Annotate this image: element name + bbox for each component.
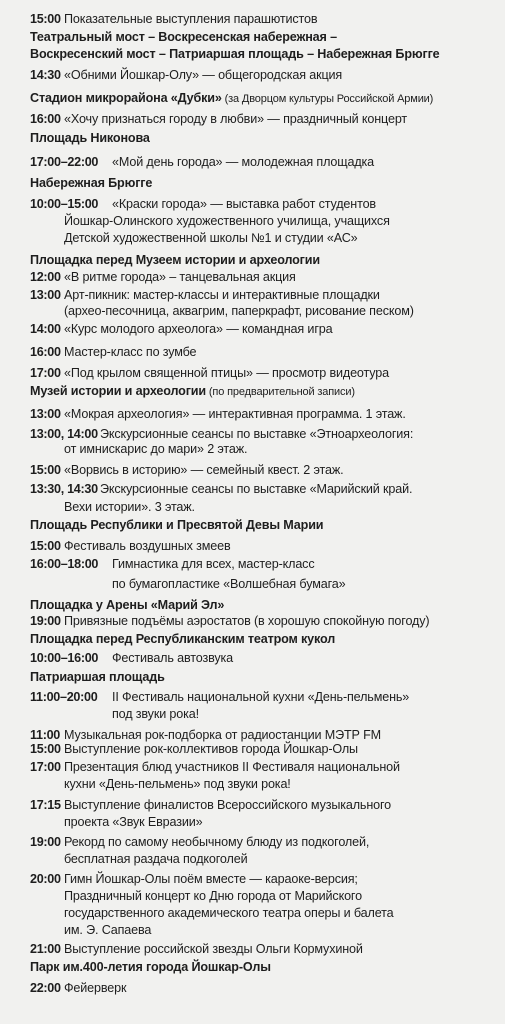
venue-heading: [0, 30, 505, 45]
event-description: «Краски города» — выставка работ студентов: [112, 197, 376, 211]
event-time: 16:00: [30, 345, 61, 359]
event-row: [0, 557, 505, 572]
event-row: [0, 942, 505, 957]
venue-name: Площадь Никонова: [30, 131, 150, 145]
event-description: кухни «День-пельмень» под звуки рока!: [64, 777, 291, 791]
event-time: 10:00–16:00: [30, 651, 99, 665]
event-row-continuation: [0, 442, 505, 457]
event-description: «Обними Йошкар-Олу» — общегородская акция: [64, 68, 343, 82]
event-row: [0, 427, 505, 442]
event-row: [0, 463, 505, 478]
event-description: Праздничный концерт ко Дню города от Марийского: [64, 889, 362, 903]
event-row: [0, 651, 505, 666]
event-description: «Курс молодого археолога» — командная игра: [64, 322, 333, 336]
event-description: Выступление рок-коллективов города Йошкар-Олы: [64, 742, 358, 756]
event-time: 17:00–22:00: [30, 155, 99, 169]
venue-name: Стадион микрорайона «Дубки» (за Дворцом культуры Российской Армии): [30, 91, 434, 105]
event-description: Мастер-класс по зумбе: [64, 345, 197, 359]
event-time: 19:00: [30, 614, 61, 628]
event-row: [0, 728, 505, 743]
event-row: [0, 742, 505, 757]
venue-name: Площадка у Арены «Марий Эл»: [30, 598, 225, 612]
event-time: 12:00: [30, 270, 61, 284]
event-description: Выступление финалистов Всероссийского музыкального: [64, 798, 392, 812]
event-description: (архео-песочница, аквагрим, паперкрафт, рисование песком): [64, 304, 414, 318]
event-description: Фестиваль автозвука: [112, 651, 233, 665]
event-row: [0, 407, 505, 422]
event-row: [0, 539, 505, 554]
venue-name: Патриаршая площадь: [30, 670, 165, 684]
event-description: Фейерверк: [64, 981, 127, 995]
event-description: «Мокрая археология» — интерактивная программа. 1 этаж.: [64, 407, 406, 421]
venue-heading: [0, 598, 505, 613]
event-description: II Фестиваль национальной кухни «День-пельмень»: [112, 690, 410, 704]
event-description: Рекорд по самому необычному блюду из подкоголей,: [64, 835, 370, 849]
venue-name: Театральный мост – Воскресенская набережная –: [30, 30, 337, 44]
venue-name: Парк им.400-летия города Йошкар-Олы: [30, 960, 271, 974]
event-time: 10:00–15:00: [30, 197, 99, 211]
event-row: [0, 270, 505, 285]
venue-heading: [0, 632, 505, 647]
venue-heading: [0, 131, 505, 146]
event-description: Экскурсионные сеансы по выставке «Марийский край.: [100, 482, 413, 496]
event-description: Выступление российской звезды Ольги Кормухиной: [64, 942, 363, 956]
event-description: Привязные подъёмы аэростатов (в хорошую спокойную погоду): [64, 614, 430, 628]
venue-heading: [0, 670, 505, 685]
event-row: [0, 614, 505, 629]
event-description: Йошкар-Олинского художественного училища, учащихся: [64, 214, 390, 228]
event-description: бесплатная раздача подкоголей: [64, 852, 248, 866]
event-description: «В ритме города» – танцевальная акция: [64, 270, 296, 284]
event-time: 15:00: [30, 463, 61, 477]
event-description: проекта «Звук Евразии»: [64, 815, 203, 829]
event-description: Презентация блюд участников II Фестиваля национальной: [64, 760, 400, 774]
event-description: под звуки рока!: [112, 707, 199, 721]
event-row: [0, 112, 505, 127]
event-time: 17:15: [30, 798, 61, 812]
venue-name: Площадь Республики и Пресвятой Девы Марии: [30, 518, 324, 532]
venue-name: Музей истории и археологии (по предварительной записи): [30, 384, 355, 398]
event-row: [0, 798, 505, 813]
event-time: 14:30: [30, 68, 61, 82]
event-time: 16:00: [30, 112, 61, 126]
event-time: 13:00: [30, 407, 61, 421]
event-time: 14:00: [30, 322, 61, 336]
venue-note: (за Дворцом культуры Российской Армии): [221, 93, 434, 105]
event-description: им. Э. Сапаева: [64, 923, 152, 937]
event-row-continuation: [0, 500, 505, 515]
event-time: 13:30, 14:30: [30, 482, 98, 496]
event-description: Музыкальная рок-подборка от радиостанции МЭТР FM: [64, 728, 382, 742]
event-time: 22:00: [30, 981, 61, 995]
event-description: Экскурсионные сеансы по выставке «Этноархеология:: [100, 427, 414, 441]
event-row: [0, 366, 505, 381]
event-row-continuation: [0, 577, 505, 592]
event-row-continuation: [0, 815, 505, 830]
event-row: [0, 322, 505, 337]
event-description: «Мой день города» — молодежная площадка: [112, 155, 375, 169]
event-time: 20:00: [30, 872, 61, 886]
event-row-continuation: [0, 707, 505, 722]
event-row-continuation: [0, 304, 505, 319]
event-row: [0, 155, 505, 170]
event-row: [0, 345, 505, 360]
venue-heading: [0, 384, 505, 399]
event-description: Гимнастика для всех, мастер-класс: [112, 557, 315, 571]
event-row-continuation: [0, 906, 505, 921]
event-description: «Хочу признаться городу в любви» — праздничный концерт: [64, 112, 408, 126]
event-row-continuation: [0, 777, 505, 792]
event-row: [0, 288, 505, 303]
event-row: [0, 872, 505, 887]
venue-heading: [0, 960, 505, 975]
venue-name: Площадка перед Республиканским театром кукол: [30, 632, 336, 646]
event-description: Фестиваль воздушных змеев: [64, 539, 231, 553]
event-time: 21:00: [30, 942, 61, 956]
event-description: Арт-пикник: мастер-классы и интерактивные площадки: [64, 288, 380, 302]
event-description: по бумагопластике «Волшебная бумага»: [112, 577, 346, 591]
venue-heading: [0, 176, 505, 191]
event-description: Вехи истории». 3 этаж.: [64, 500, 195, 514]
event-row-continuation: [0, 889, 505, 904]
venue-heading: [0, 91, 505, 106]
event-row-continuation: [0, 214, 505, 229]
event-description: Показательные выступления парашютистов: [64, 12, 318, 26]
event-row: [0, 197, 505, 212]
venue-note: (по предварительной записи): [206, 386, 355, 398]
venue-name: Набережная Брюгге: [30, 176, 153, 190]
event-description: от имнискарис до мари» 2 этаж.: [64, 442, 248, 456]
event-row: [0, 690, 505, 705]
event-time: 15:00: [30, 539, 61, 553]
event-time: 11:00: [30, 728, 61, 742]
event-time: 17:00: [30, 366, 61, 380]
event-time: 16:00–18:00: [30, 557, 99, 571]
event-time: 15:00: [30, 12, 61, 26]
event-description: Детской художественной школы №1 и студии «АС»: [64, 231, 358, 245]
venue-name: Площадка перед Музеем истории и археологии: [30, 253, 320, 267]
event-row: [0, 981, 505, 996]
event-row-continuation: [0, 852, 505, 867]
event-time: 19:00: [30, 835, 61, 849]
event-row: [0, 12, 505, 27]
event-time: 13:00, 14:00: [30, 427, 98, 441]
event-time: 15:00: [30, 742, 61, 756]
event-row-continuation: [0, 923, 505, 938]
event-time: 17:00: [30, 760, 61, 774]
venue-name: Воскресенский мост – Патриаршая площадь – Набережная Брюгге: [30, 47, 440, 61]
event-row: [0, 68, 505, 83]
venue-heading: [0, 47, 505, 62]
event-time: 11:00–20:00: [30, 690, 98, 704]
venue-heading: [0, 518, 505, 533]
event-row: [0, 835, 505, 850]
event-description: «Под крылом священной птицы» — просмотр видеотура: [64, 366, 389, 380]
event-row: [0, 482, 505, 497]
event-description: «Ворвись в историю» — семейный квест. 2 этаж.: [64, 463, 344, 477]
event-description: Гимн Йошкар-Олы поём вместе — караоке-версия;: [64, 872, 358, 886]
event-row-continuation: [0, 231, 505, 246]
venue-heading: [0, 253, 505, 268]
event-description: государственного академического театра оперы и балета: [64, 906, 394, 920]
event-row: [0, 760, 505, 775]
event-time: 13:00: [30, 288, 61, 302]
